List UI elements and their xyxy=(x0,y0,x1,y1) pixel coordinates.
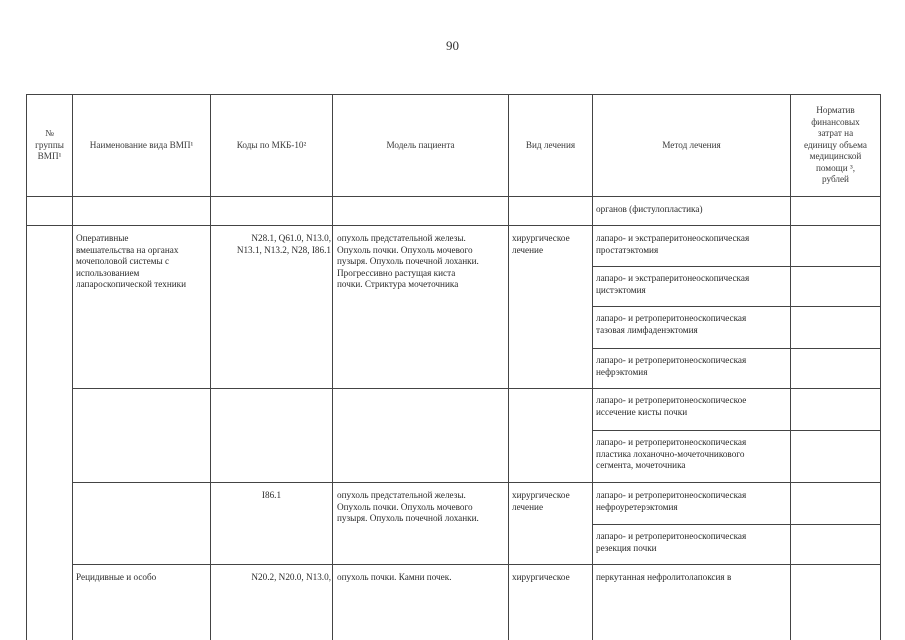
patient-model-cell: опухоль почки. Камни почек. xyxy=(337,572,452,582)
treatment-type-cell: хирургическое лечение xyxy=(512,490,570,512)
method-cell: лапаро- и ретроперитонеоскопическая нефроуретерэктомия xyxy=(596,490,747,512)
method-cell: лапаро- и ретроперитонеоскопическая резекция почки xyxy=(596,531,747,553)
vmp-name-cell: Оперативные вмешательства на органах мочеполовой системы с использованием лапароскопической техники xyxy=(76,233,187,289)
table-rule xyxy=(72,388,880,389)
header-cost-norm: Норматив финансовых затрат на единицу объема медицинской помощи ³, рублей xyxy=(804,105,867,185)
table-rule xyxy=(26,225,880,226)
table-rule xyxy=(72,564,880,565)
icd-codes-cell: I86.1 xyxy=(261,490,282,500)
header-patient-model: Модель пациента xyxy=(386,139,455,150)
table-rule xyxy=(592,266,880,267)
method-cell: лапаро- и экстраперитонеоскопическая простатэктомия xyxy=(596,233,750,255)
header-vmp-name: Наименование вида ВМП¹ xyxy=(89,139,194,150)
header-group-number: № группы ВМП¹ xyxy=(35,128,64,162)
table-rule xyxy=(880,94,881,640)
method-cell: перкутанная нефролитолапоксия в xyxy=(596,572,732,582)
header-treatment-method: Метод лечения xyxy=(662,139,721,150)
header-treatment-type: Вид лечения xyxy=(525,139,576,150)
table-rule xyxy=(592,524,880,525)
table-rule xyxy=(26,196,880,197)
vmp-name-cell: Рецидивные и особо xyxy=(76,572,157,582)
method-cell: лапаро- и ретроперитонеоскопическая пластика лоханочно-мочеточникового сегмента, мочеточника xyxy=(596,437,747,470)
table-rule xyxy=(592,306,880,307)
treatment-type-cell: хирургическое лечение xyxy=(512,233,570,255)
treatment-type-cell: хирургическое xyxy=(512,572,570,582)
table-rule xyxy=(592,348,880,349)
patient-model-cell: опухоль предстательной железы. Опухоль почки. Опухоль мочевого пузыря. Опухоль почечной лоханки. Прогрессивно растущая киста почки. Стриктура мочеточника xyxy=(337,233,479,289)
icd-codes-cell: N20.2, N20.0, N13.0, xyxy=(251,572,331,582)
method-cell: лапаро- и ретроперитонеоскопическая нефрэктомия xyxy=(596,355,747,377)
page-number: 90 xyxy=(446,38,459,53)
header-icd-codes: Коды по МКБ-10² xyxy=(236,139,307,150)
icd-codes-cell: N28.1, Q61.0, N13.0, N13.1, N13.2, N28, I86.1 xyxy=(236,233,331,255)
table-rule xyxy=(72,482,880,483)
method-cell: органов (фистулопластика) xyxy=(596,204,703,214)
table-rule xyxy=(592,430,880,431)
method-cell: лапаро- и ретроперитонеоскопическая тазовая лимфаденэктомия xyxy=(596,313,747,335)
method-cell: лапаро- и ретроперитонеоскопическое иссечение кисты почки xyxy=(596,395,747,417)
patient-model-cell: опухоль предстательной железы. Опухоль почки. Опухоль мочевого пузыря. Опухоль почечной лоханки. xyxy=(337,490,479,523)
method-cell: лапаро- и экстраперитонеоскопическая цистэктомия xyxy=(596,273,750,295)
